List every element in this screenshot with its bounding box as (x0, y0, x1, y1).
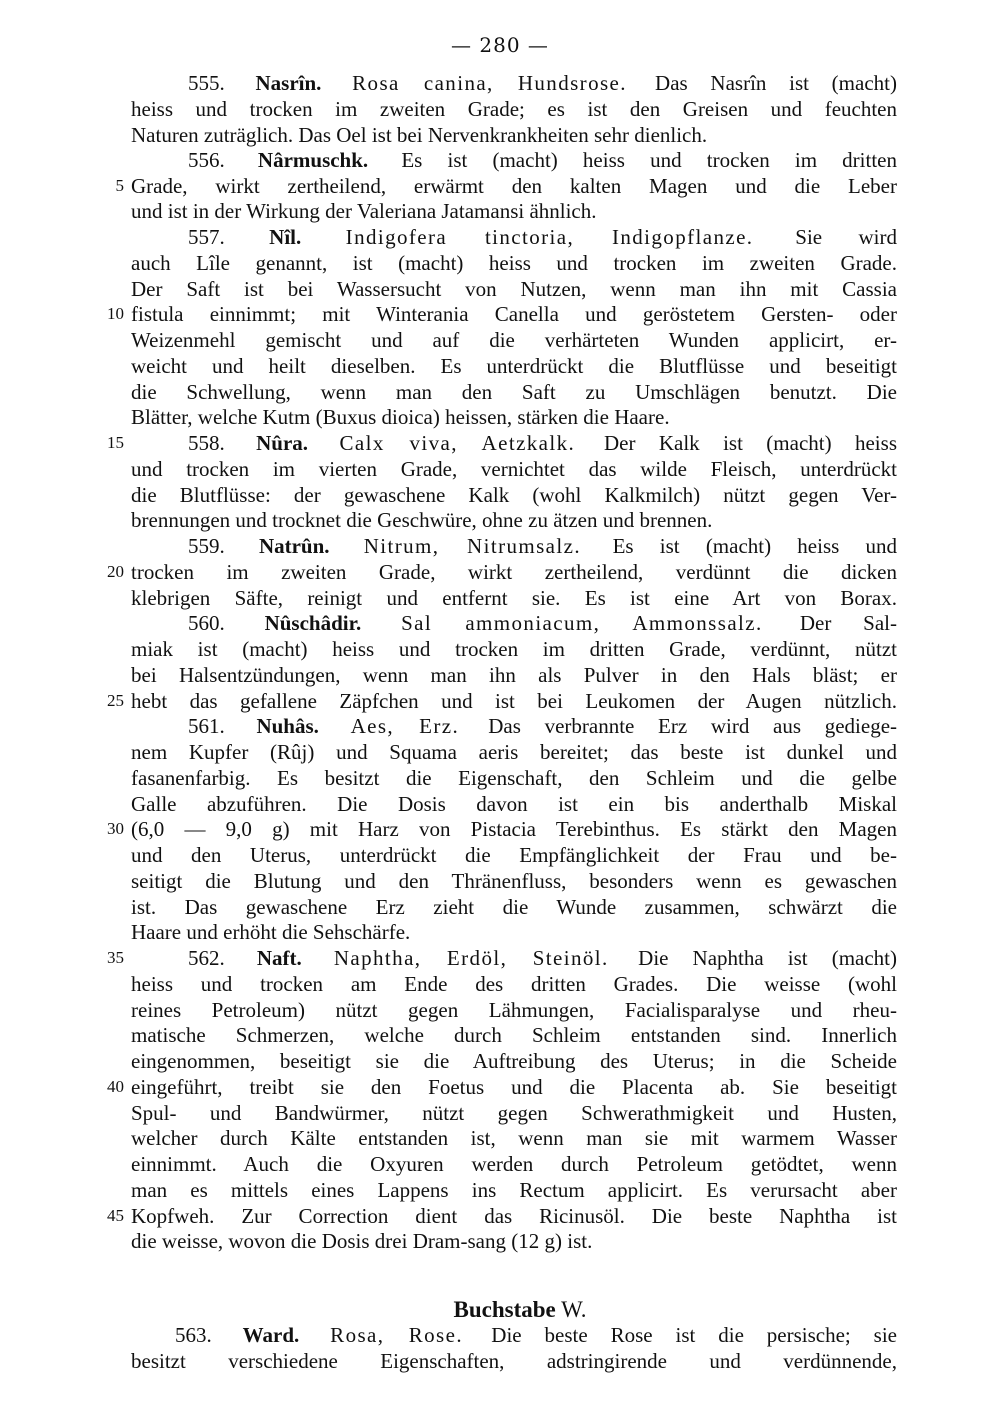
text-line (131, 1204, 897, 1228)
line-text: und ist in der Wirkung der Valeriana Jatamansi ähnlich. (131, 199, 597, 223)
line-text: brennungen und trocknet die Geschwüre, ohne zu ätzen und brennen. (131, 508, 713, 532)
text-line (131, 920, 897, 944)
line-number: 25 (107, 691, 124, 710)
text-line (131, 97, 897, 121)
text-line (188, 431, 897, 455)
line-text: trocken im zweiten Grade, wirkt zertheilend, verdünnt die dicken (131, 560, 897, 584)
line-text: nem Kupfer (Rûj) und Squama aeris bereitet; das beste ist dunkel und (131, 740, 897, 764)
line-number: 35 (107, 948, 124, 967)
line-number: 20 (107, 562, 124, 581)
line-number: 45 (107, 1206, 124, 1225)
line-text: die Schwellung, wenn man den Saft zu Umschlägen benutzt. Die (131, 380, 897, 404)
line-text: und den Uterus, unterdrückt die Empfänglichkeit der Frau und be- (131, 843, 897, 867)
line-text: auch Lîle genannt, ist (macht) heiss und trocken im zweiten Grade. (131, 251, 897, 275)
line-text: Sie wird (795, 225, 898, 249)
line-number: 10 (107, 304, 124, 323)
entry-headword: Nûschâdir. (264, 611, 394, 635)
line-text: klebrigen Säfte, reinigt und entfernt sie. Es ist eine Art von Borax. (131, 586, 897, 610)
line-text: weicht und heilt dieselben. Es unterdrückt die Blutflüsse und beseitigt (131, 354, 897, 378)
line-text: Das Nasrîn ist (macht) (655, 71, 897, 95)
entry-number: 557. (188, 225, 262, 249)
entry-number: 563. (175, 1323, 235, 1347)
text-line (131, 508, 897, 532)
line-text: eingenommen, beseitigt sie die Auftreibung des Uterus; in die Scheide (131, 1049, 897, 1073)
line-text: einnimmt. Auch die Oxyuren werden durch Petroleum getödtet, wenn (131, 1152, 897, 1176)
entry-headword: Ward. (242, 1323, 323, 1347)
text-line (131, 1152, 897, 1176)
text-line (131, 1075, 897, 1099)
page-number: — 280 — (451, 33, 549, 57)
text-line (131, 637, 897, 661)
entry-number: 558. (188, 431, 249, 455)
text-line (131, 405, 897, 429)
entry-headword: Nasrîn. (255, 71, 345, 95)
text-line (131, 998, 897, 1022)
text-line (131, 817, 897, 841)
line-text: welcher durch Kälte entstanden ist, wenn man sie mit warmem Wasser (131, 1126, 897, 1150)
text-line (131, 740, 897, 764)
text-line (131, 972, 897, 996)
entry-latin-name: Indigofera tinctoria, Indigopflanze. (345, 225, 792, 249)
text-line (188, 714, 897, 738)
entry-latin-name: Rosa, Rose. (330, 1323, 488, 1347)
text-line (131, 1101, 897, 1125)
entry-headword: Naft. (256, 946, 326, 970)
line-text: fasanenfarbig. Es besitzt die Eigenschaft, den Schleim und die gelbe (131, 766, 897, 790)
line-text: eingeführt, treibt sie den Foetus und die Placenta ab. Sie beseitigt (131, 1075, 897, 1099)
text-line (131, 457, 897, 481)
line-text: Kopfweh. Zur Correction dient das Ricinusöl. Die beste Naphtha ist (131, 1204, 897, 1228)
section-title-letter: W. (561, 1297, 587, 1322)
text-line (188, 71, 897, 95)
line-text: man es mittels eines Lappens ins Rectum applicirt. Es verursacht aber (131, 1178, 897, 1202)
entry-latin-name: Aes, Erz. (350, 714, 485, 738)
line-text: Grade, wirkt zertheilend, erwärmt den kalten Magen und die Leber (131, 174, 897, 198)
entry-number: 562. (188, 946, 249, 970)
entry-latin-name: Sal ammoniacum, Ammonssalz. (401, 611, 796, 635)
line-number: 30 (107, 819, 124, 838)
line-text: Die beste Rose ist die persische; sie (491, 1323, 898, 1347)
entry-number: 560. (188, 611, 257, 635)
text-line (131, 277, 897, 301)
text-line (188, 946, 897, 970)
text-line (131, 199, 897, 223)
text-line (188, 611, 897, 635)
text-line (131, 869, 897, 893)
text-line (131, 895, 897, 919)
entry-number: 559. (188, 534, 251, 558)
section-title-word: Buchstabe (453, 1297, 556, 1322)
text-line (131, 586, 897, 610)
line-text: Haare und erhöht die Sehschärfe. (131, 920, 411, 944)
text-line (131, 251, 897, 275)
entry-latin-name: Nitrum, Nitrumsalz. (363, 534, 609, 558)
line-text: Der Sal- (799, 611, 897, 635)
line-text: und trocken im vierten Grade, vernichtet das wilde Fleisch, unterdrückt (131, 457, 897, 481)
text-line (131, 328, 897, 352)
text-line (188, 148, 897, 172)
line-text: matische Schmerzen, welche durch Schleim entstanden sind. Innerlich (131, 1023, 897, 1047)
line-text: hebt das gefallene Zäpfchen und ist bei Leukomen der Augen nützlich. (131, 689, 897, 713)
line-text: bei Halsentzündungen, wenn man ihn als Pulver in den Hals bläst; er (131, 663, 897, 687)
line-text: (6,0 — 9,0 g) mit Harz von Pistacia Terebinthus. Es stärkt den Magen (131, 817, 897, 841)
text-line (131, 1049, 897, 1073)
section-title (0, 1297, 1000, 1323)
line-text: seitigt die Blutung und den Thränenfluss, besonders wenn es gewaschen (131, 869, 897, 893)
text-line (131, 123, 897, 147)
text-line (131, 1229, 897, 1253)
line-text: reines Petroleum) nützt gegen Lähmungen, Facialisparalyse und rheu- (131, 998, 897, 1022)
text-line (131, 302, 897, 326)
entry-number: 555. (188, 71, 248, 95)
line-number: 5 (115, 176, 124, 195)
text-line (131, 766, 897, 790)
line-text: die weisse, wovon die Dosis drei Dram-sang (12 g) ist. (131, 1229, 593, 1253)
text-line (131, 1349, 897, 1373)
line-text: Das verbrannte Erz wird aus gediege- (488, 714, 898, 738)
line-text: fistula einnimmt; mit Winterania Canella und geröstetem Gersten- oder (131, 302, 897, 326)
line-text: Es ist (macht) heiss und (612, 534, 897, 558)
text-line (131, 174, 897, 198)
line-text: besitzt verschiedene Eigenschaften, adstringirende und verdünnende, (131, 1349, 897, 1373)
entry-headword: Nîl. (269, 225, 338, 249)
line-text: die Blutflüsse: der gewaschene Kalk (wohl Kalkmilch) nützt gegen Ver- (131, 483, 897, 507)
entry-headword: Natrûn. (258, 534, 356, 558)
line-text: Galle abzuführen. Die Dosis davon ist ein bis anderthalb Miskal (131, 792, 897, 816)
text-line (131, 1178, 897, 1202)
text-line (131, 663, 897, 687)
entry-latin-name: Rosa canina, Hundsrose. (352, 71, 652, 95)
entry-number: 561. (188, 714, 249, 738)
entry-headword: Nârmuschk. (257, 148, 394, 172)
line-text: Blätter, welche Kutm (Buxus dioica) heissen, stärken die Haare. (131, 405, 670, 429)
line-number: 40 (107, 1077, 124, 1096)
text-line (131, 354, 897, 378)
line-text: Die Naphtha ist (macht) (638, 946, 898, 970)
entry-headword: Nûra. (256, 431, 332, 455)
text-line (131, 560, 897, 584)
line-number: 15 (107, 433, 124, 452)
line-text: heiss und trocken am Ende des dritten Grades. Die weisse (wohl (131, 972, 897, 996)
line-text: Spul- und Bandwürmer, nützt gegen Schwerathmigkeit und Husten, (131, 1101, 897, 1125)
entry-latin-name: Naphtha, Erdöl, Steinöl. (333, 946, 635, 970)
text-line (131, 792, 897, 816)
text-line (131, 380, 897, 404)
text-line (188, 225, 897, 249)
text-line (131, 483, 897, 507)
line-text: ist. Das gewaschene Erz zieht die Wunde zusammen, schwärzt die (131, 895, 897, 919)
line-text: miak ist (macht) heiss und trocken im dritten Grade, verdünnt, nützt (131, 637, 897, 661)
line-text: heiss und trocken im zweiten Grade; es ist den Greisen und feuchten (131, 97, 897, 121)
text-line (131, 1023, 897, 1047)
entry-number: 556. (188, 148, 250, 172)
line-text: Naturen zuträglich. Das Oel ist bei Nervenkrankheiten sehr dienlich. (131, 123, 708, 147)
line-text: Es ist (macht) heiss und trocken im dritten (401, 148, 898, 172)
line-text: Weizenmehl gemischt und auf die verhärteten Wunden applicirt, er- (131, 328, 897, 352)
text-line (131, 1126, 897, 1150)
text-line (131, 843, 897, 867)
text-line (131, 689, 897, 713)
text-line (188, 534, 897, 558)
entry-latin-name: Calx viva, Aetzkalk. (339, 431, 600, 455)
text-line (175, 1323, 897, 1347)
line-text: Der Saft ist bei Wassersucht von Nutzen, wenn man ihn mit Cassia (131, 277, 897, 301)
line-text: Der Kalk ist (macht) heiss (603, 431, 897, 455)
entry-headword: Nuhâs. (256, 714, 343, 738)
